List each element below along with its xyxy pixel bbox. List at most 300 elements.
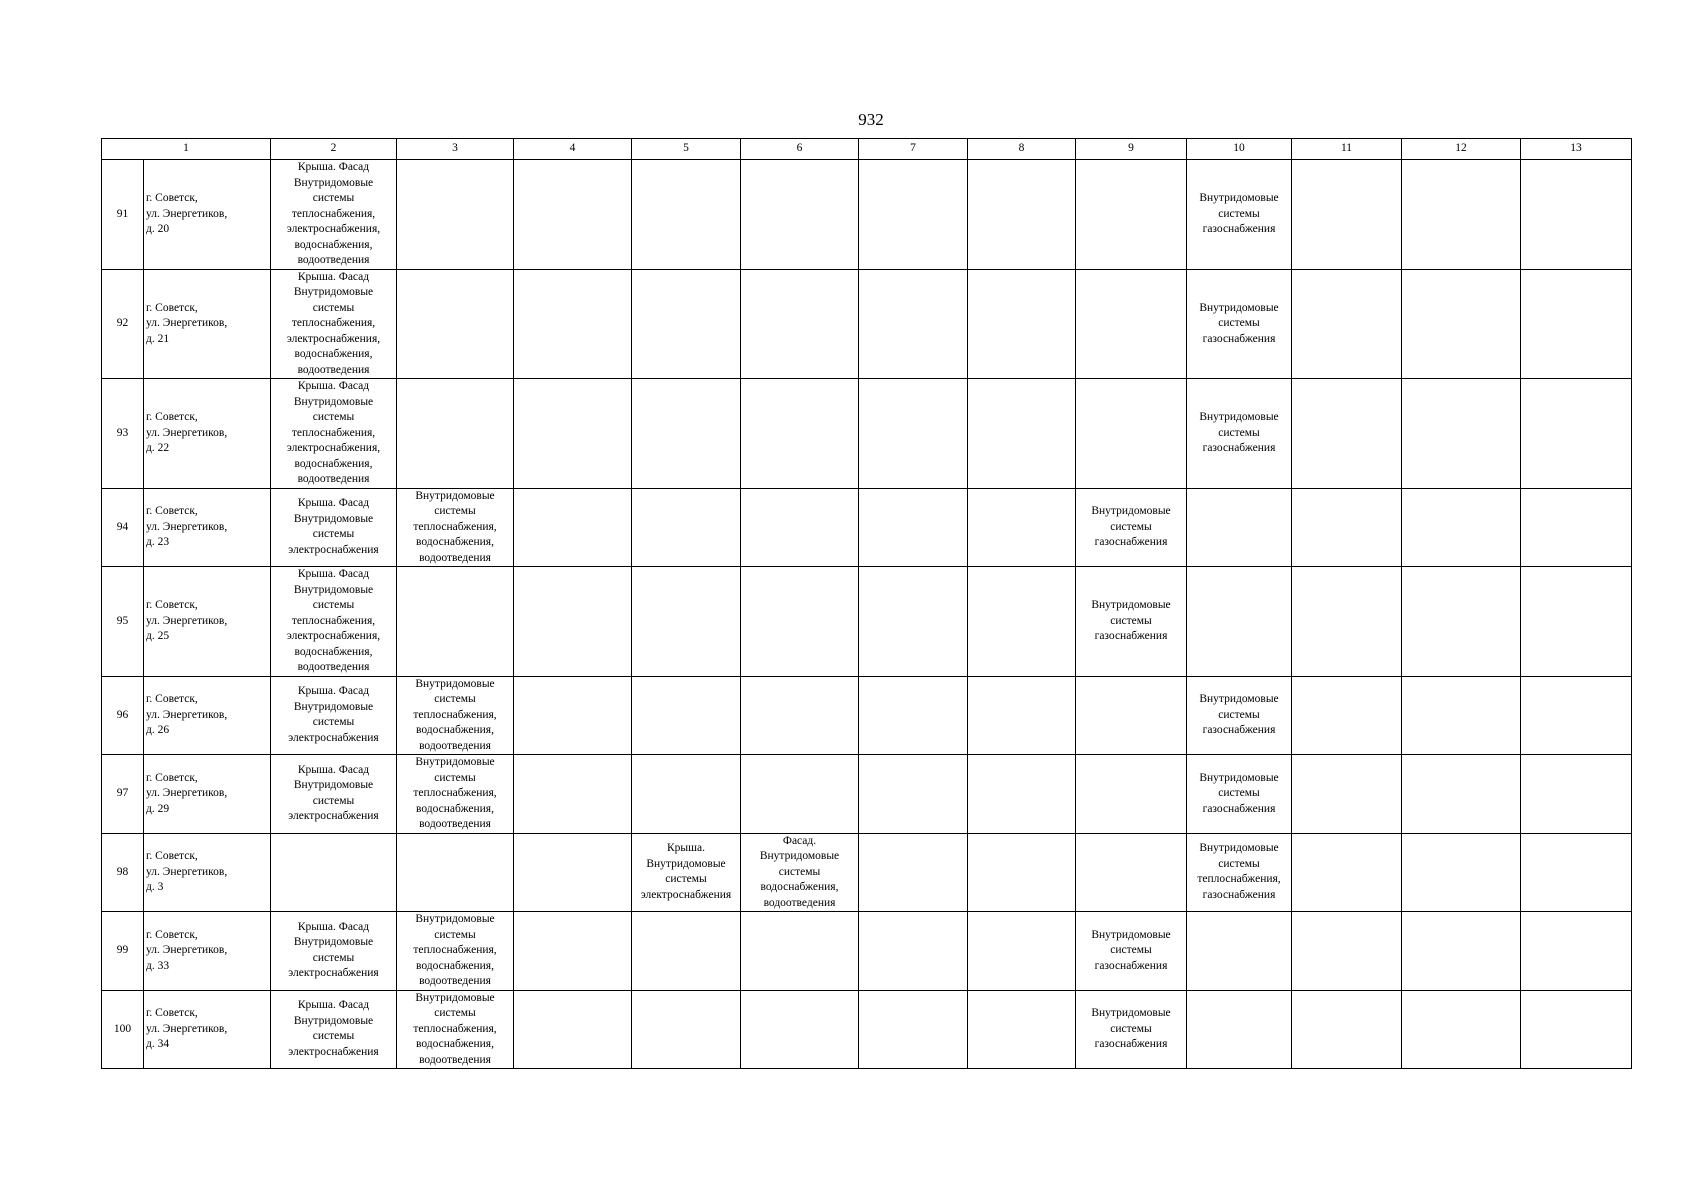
work-cell-col-7	[859, 990, 968, 1069]
work-cell-col-11	[1292, 833, 1402, 912]
work-cell-col-13	[1521, 379, 1632, 489]
work-cell-col-4	[514, 755, 632, 834]
work-text-line: водоотведения	[297, 661, 370, 673]
column-number-7: 7	[859, 139, 968, 160]
work-cell-col-7	[859, 676, 968, 755]
work-cell-col-5	[632, 990, 741, 1069]
work-cell-col-6	[741, 567, 859, 677]
address-line: ул. Энергетиков,	[146, 426, 228, 439]
work-text-line: водоотведения	[297, 254, 370, 266]
work-text-line: водоснабжения,	[294, 348, 373, 360]
address-line: ул. Энергетиков,	[146, 1022, 228, 1035]
repair-schedule-table	[101, 138, 1632, 1069]
work-text-line: Крыша. Фасад	[297, 920, 370, 933]
work-text-line: Внутридомовые	[293, 936, 374, 949]
work-text-line: Крыша. Фасад	[297, 999, 370, 1012]
work-cell-col-13	[1521, 912, 1632, 991]
work-cell-col-12	[1402, 160, 1521, 270]
work-text-line: водоснабжения,	[416, 1038, 494, 1050]
work-text-line: Внутридомовые	[1199, 842, 1279, 855]
column-number-8: 8	[968, 139, 1076, 160]
row-number: 93	[102, 379, 144, 489]
work-cell-col-6	[741, 269, 859, 379]
work-cell-col-6	[741, 833, 859, 912]
work-cell-col-8	[968, 833, 1076, 912]
work-cell-col-13	[1521, 567, 1632, 677]
work-text-line: водоотведения	[419, 551, 491, 564]
work-text-line: системы	[665, 873, 707, 886]
work-cell-col-2	[271, 755, 397, 834]
work-cell-col-7	[859, 833, 968, 912]
work-text-line: системы	[312, 716, 355, 729]
work-cell-col-9	[1076, 160, 1187, 270]
work-text-line: газоснабжения	[1202, 888, 1276, 901]
work-cell-col-2	[271, 912, 397, 991]
address-line: ул. Энергетиков,	[146, 614, 228, 627]
work-text-line: электроснабжения	[288, 967, 379, 980]
work-cell-col-3	[397, 833, 514, 912]
work-text-line: электроснабжения,	[286, 332, 381, 345]
work-cell-col-10	[1187, 160, 1292, 270]
address-line: г. Советск,	[146, 192, 198, 204]
address-cell	[144, 269, 271, 379]
work-text-line: электроснабжения	[640, 888, 732, 901]
work-text-line: теплоснабжения,	[1197, 873, 1281, 886]
work-text-line: теплоснабжения,	[413, 944, 497, 956]
work-cell-col-11	[1292, 755, 1402, 834]
work-text-line: Внутридомовые	[293, 512, 374, 525]
work-cell-col-2	[271, 567, 397, 677]
work-text-line: Крыша.	[667, 842, 705, 855]
address-cell	[144, 379, 271, 489]
work-text-line: электроснабжения	[288, 1045, 379, 1058]
work-cell-col-7	[859, 269, 968, 379]
work-text-line: водоотведения	[297, 473, 370, 485]
address-line: г. Советск,	[146, 1007, 198, 1019]
work-cell-col-12	[1402, 379, 1521, 489]
work-text-line: Внутридомовые	[1199, 771, 1279, 784]
work-text-line: газоснабжения	[1202, 802, 1276, 815]
column-number-3: 3	[397, 139, 514, 160]
work-text-line: Внутридомовые	[293, 1014, 374, 1027]
work-cell-col-10	[1187, 912, 1292, 991]
address-line: д. 21	[146, 332, 170, 345]
column-number-5: 5	[632, 139, 741, 160]
work-cell-col-8	[968, 567, 1076, 677]
table-row	[102, 379, 1632, 489]
address-line: ул. Энергетиков,	[146, 317, 228, 329]
work-text-line: Внутридомовые	[415, 756, 495, 768]
work-cell-col-10	[1187, 567, 1292, 677]
work-text-line: системы	[1110, 614, 1152, 627]
table-row	[102, 160, 1632, 270]
work-text-line: системы	[312, 1030, 355, 1043]
work-cell-col-8	[968, 912, 1076, 991]
work-text-line: системы	[312, 192, 355, 204]
work-text-line: водоснабжения,	[294, 238, 373, 251]
row-number: 92	[102, 269, 144, 379]
work-cell-col-13	[1521, 833, 1632, 912]
work-cell-col-3	[397, 160, 514, 270]
work-text-line: системы	[1218, 787, 1260, 799]
work-text-line: газоснабжения	[1202, 223, 1276, 235]
work-cell-col-2	[271, 160, 397, 270]
address-cell	[144, 676, 271, 755]
work-cell-col-11	[1292, 160, 1402, 270]
work-text-line: Внутридомовые	[1199, 192, 1279, 204]
column-number-1: 1	[102, 139, 271, 160]
work-cell-col-5	[632, 488, 741, 567]
address-line: ул. Энергетиков,	[146, 944, 228, 956]
work-cell-col-13	[1521, 160, 1632, 270]
work-text-line: Внутридомовые	[293, 700, 374, 713]
work-cell-col-4	[514, 160, 632, 270]
work-cell-col-4	[514, 912, 632, 991]
work-cell-col-7	[859, 755, 968, 834]
row-number: 91	[102, 160, 144, 270]
work-cell-col-6	[741, 160, 859, 270]
work-text-line: Крыша. Фасад	[297, 161, 370, 173]
work-text-line: Внутридомовые	[293, 395, 374, 408]
work-text-line: водоснабжения,	[294, 457, 373, 470]
work-text-line: газоснабжения	[1202, 724, 1276, 736]
work-cell-col-4	[514, 833, 632, 912]
work-cell-col-5	[632, 755, 741, 834]
work-text-line: Крыша. Фасад	[297, 380, 370, 392]
work-text-line: системы	[434, 928, 476, 941]
work-cell-col-6	[741, 379, 859, 489]
work-cell-col-2	[271, 269, 397, 379]
column-number-11: 11	[1292, 139, 1402, 160]
work-cell-col-12	[1402, 488, 1521, 567]
work-text-line: системы	[434, 1007, 476, 1019]
address-cell	[144, 488, 271, 567]
work-text-line: системы	[312, 411, 355, 423]
work-text-line: системы	[312, 599, 355, 611]
work-cell-col-11	[1292, 567, 1402, 677]
work-cell-col-7	[859, 160, 968, 270]
work-text-line: Крыша. Фасад	[297, 568, 370, 580]
work-text-line: Внутридомовые	[415, 991, 495, 1004]
work-cell-col-6	[741, 755, 859, 834]
column-number-6: 6	[741, 139, 859, 160]
work-cell-col-5	[632, 912, 741, 991]
work-cell-col-3	[397, 379, 514, 489]
address-cell	[144, 567, 271, 677]
work-text-line: теплоснабжения,	[413, 708, 497, 721]
work-cell-col-11	[1292, 676, 1402, 755]
work-text-line: Внутридомовые	[415, 489, 495, 502]
work-text-line: электроснабжения,	[286, 630, 381, 642]
work-cell-col-7	[859, 379, 968, 489]
work-cell-col-8	[968, 269, 1076, 379]
row-number: 99	[102, 912, 144, 991]
address-line: д. 33	[146, 959, 170, 972]
work-cell-col-5	[632, 676, 741, 755]
address-line: ул. Энергетиков,	[146, 207, 228, 220]
work-text-line: системы	[1218, 857, 1260, 870]
work-cell-col-5	[632, 269, 741, 379]
work-cell-col-8	[968, 379, 1076, 489]
work-cell-col-12	[1402, 567, 1521, 677]
work-text-line: водоснабжения,	[760, 881, 839, 893]
work-text-line: Внутридомовые	[1091, 505, 1171, 517]
work-cell-col-3	[397, 755, 514, 834]
table-row	[102, 269, 1632, 379]
work-text-line: водоотведения	[419, 818, 491, 830]
address-line: д. 22	[146, 442, 170, 454]
work-text-line: Внутридомовые	[415, 677, 495, 690]
work-text-line: системы	[312, 528, 355, 541]
work-text-line: Внутридомовые	[415, 913, 495, 925]
work-cell-col-3	[397, 269, 514, 379]
work-cell-col-10	[1187, 755, 1292, 834]
work-cell-col-4	[514, 379, 632, 489]
work-text-line: водоотведения	[297, 363, 370, 376]
work-cell-col-13	[1521, 488, 1632, 567]
work-cell-col-2	[271, 833, 397, 912]
work-cell-col-9	[1076, 676, 1187, 755]
work-cell-col-5	[632, 160, 741, 270]
work-cell-col-4	[514, 269, 632, 379]
work-cell-col-8	[968, 990, 1076, 1069]
address-line: д. 29	[146, 802, 170, 815]
work-text-line: Внутридомовые	[293, 779, 374, 792]
column-number-10: 10	[1187, 139, 1292, 160]
address-line: г. Советск,	[146, 771, 198, 784]
work-cell-col-3	[397, 488, 514, 567]
work-text-line: системы	[1218, 426, 1260, 439]
work-text-line: водоотведения	[763, 896, 836, 909]
work-text-line: Крыша. Фасад	[297, 270, 370, 283]
column-number-13: 13	[1521, 139, 1632, 160]
work-text-line: системы	[434, 693, 476, 705]
table-row	[102, 912, 1632, 991]
address-line: г. Советск,	[146, 693, 198, 705]
work-cell-col-8	[968, 676, 1076, 755]
work-text-line: водоотведения	[419, 975, 491, 987]
work-text-line: электроснабжения,	[286, 223, 381, 235]
work-text-line: газоснабжения	[1202, 332, 1276, 345]
address-line: г. Советск,	[146, 928, 198, 941]
work-text-line: Внутридомовые	[1091, 599, 1171, 611]
work-text-line: водоснабжения,	[416, 959, 494, 972]
work-cell-col-8	[968, 160, 1076, 270]
table-row	[102, 676, 1632, 755]
work-cell-col-4	[514, 488, 632, 567]
column-number-12: 12	[1402, 139, 1521, 160]
work-text-line: системы	[778, 865, 821, 878]
work-cell-col-12	[1402, 833, 1521, 912]
table-row	[102, 567, 1632, 677]
work-text-line: электроснабжения	[288, 731, 379, 744]
work-text-line: газоснабжения	[1094, 630, 1168, 642]
work-cell-col-6	[741, 912, 859, 991]
work-cell-col-8	[968, 488, 1076, 567]
address-line: д. 23	[146, 536, 170, 548]
work-cell-col-9	[1076, 488, 1187, 567]
work-text-line: Внутридомовые	[1199, 693, 1279, 705]
work-text-line: газоснабжения	[1094, 1038, 1168, 1050]
work-text-line: Внутридомовые	[759, 850, 840, 862]
table-row	[102, 755, 1632, 834]
row-number: 98	[102, 833, 144, 912]
row-number: 95	[102, 567, 144, 677]
row-number: 96	[102, 676, 144, 755]
work-text-line: теплоснабжения,	[291, 207, 376, 220]
address-line: ул. Энергетиков,	[146, 708, 228, 721]
work-text-line: газоснабжения	[1094, 536, 1168, 548]
work-text-line: системы	[1218, 207, 1260, 220]
address-line: г. Советск,	[146, 850, 198, 862]
work-cell-col-12	[1402, 755, 1521, 834]
work-text-line: водоснабжения,	[416, 802, 494, 815]
address-line: д. 20	[146, 223, 170, 235]
work-cell-col-5	[632, 833, 741, 912]
work-cell-col-12	[1402, 990, 1521, 1069]
work-text-line: системы	[434, 505, 476, 517]
address-line: д. 34	[146, 1038, 170, 1050]
work-cell-col-13	[1521, 990, 1632, 1069]
row-number: 97	[102, 755, 144, 834]
work-cell-col-2	[271, 676, 397, 755]
work-cell-col-9	[1076, 567, 1187, 677]
work-text-line: теплоснабжения,	[413, 787, 497, 799]
work-text-line: теплоснабжения,	[291, 317, 376, 329]
work-text-line: системы	[312, 951, 355, 964]
work-text-line: теплоснабжения,	[291, 614, 376, 627]
work-text-line: Крыша. Фасад	[297, 685, 370, 698]
address-cell	[144, 755, 271, 834]
work-cell-col-11	[1292, 990, 1402, 1069]
column-number-9: 9	[1076, 139, 1187, 160]
work-text-line: Внутридомовые	[1199, 411, 1279, 423]
work-text-line: газоснабжения	[1202, 442, 1276, 454]
work-text-line: системы	[1218, 708, 1260, 721]
work-cell-col-6	[741, 488, 859, 567]
work-cell-col-4	[514, 567, 632, 677]
work-cell-col-7	[859, 567, 968, 677]
work-cell-col-13	[1521, 755, 1632, 834]
work-cell-col-4	[514, 990, 632, 1069]
work-text-line: системы	[1110, 944, 1152, 956]
work-text-line: Фасад.	[782, 834, 817, 847]
column-number-row	[102, 139, 1632, 160]
work-text-line: водоснабжения,	[416, 724, 494, 736]
address-cell	[144, 160, 271, 270]
work-cell-col-10	[1187, 833, 1292, 912]
work-cell-col-11	[1292, 379, 1402, 489]
work-cell-col-10	[1187, 676, 1292, 755]
work-cell-col-9	[1076, 912, 1187, 991]
work-text-line: Внутридомовые	[293, 583, 374, 596]
work-cell-col-12	[1402, 676, 1521, 755]
work-text-line: системы	[312, 301, 355, 314]
work-text-line: Внутридомовые	[293, 286, 374, 298]
work-cell-col-7	[859, 912, 968, 991]
work-cell-col-9	[1076, 379, 1187, 489]
work-cell-col-9	[1076, 755, 1187, 834]
column-number-2: 2	[271, 139, 397, 160]
work-cell-col-10	[1187, 990, 1292, 1069]
work-text-line: газоснабжения	[1094, 959, 1168, 972]
work-cell-col-11	[1292, 488, 1402, 567]
address-cell	[144, 912, 271, 991]
work-cell-col-2	[271, 488, 397, 567]
column-number-4: 4	[514, 139, 632, 160]
work-text-line: Внутридомовые	[646, 857, 726, 870]
table-row	[102, 833, 1632, 912]
address-line: г. Советск,	[146, 411, 198, 423]
work-cell-col-10	[1187, 269, 1292, 379]
work-cell-col-11	[1292, 912, 1402, 991]
table-row	[102, 990, 1632, 1069]
work-cell-col-8	[968, 755, 1076, 834]
work-text-line: водоснабжения,	[294, 645, 373, 658]
work-cell-col-11	[1292, 269, 1402, 379]
address-line: д. 3	[146, 881, 164, 893]
address-line: г. Советск,	[146, 505, 198, 517]
work-cell-col-12	[1402, 269, 1521, 379]
work-text-line: Внутридомовые	[1091, 928, 1171, 941]
page-number: 932	[858, 110, 884, 129]
table-row	[102, 488, 1632, 567]
work-text-line: Внутридомовые	[1199, 301, 1279, 314]
work-text-line: системы	[1110, 520, 1152, 533]
row-number: 100	[102, 990, 144, 1069]
work-text-line: теплоснабжения,	[291, 426, 376, 439]
work-cell-col-2	[271, 379, 397, 489]
work-cell-col-10	[1187, 379, 1292, 489]
work-text-line: теплоснабжения,	[413, 1022, 497, 1035]
address-line: ул. Энергетиков,	[146, 787, 228, 799]
address-line: г. Советск,	[146, 301, 198, 314]
work-text-line: Крыша. Фасад	[297, 763, 370, 776]
work-cell-col-6	[741, 990, 859, 1069]
work-cell-col-3	[397, 676, 514, 755]
work-cell-col-7	[859, 488, 968, 567]
address-line: д. 26	[146, 724, 170, 736]
address-line: д. 25	[146, 630, 170, 642]
work-text-line: электроснабжения	[288, 543, 379, 556]
work-text-line: системы	[434, 771, 476, 784]
work-cell-col-3	[397, 990, 514, 1069]
work-text-line: системы	[1110, 1022, 1152, 1035]
address-line: ул. Энергетиков,	[146, 520, 228, 533]
work-cell-col-6	[741, 676, 859, 755]
work-cell-col-5	[632, 379, 741, 489]
work-text-line: Внутридомовые	[293, 176, 374, 189]
work-text-line: водоснабжения,	[416, 536, 494, 548]
address-line: г. Советск,	[146, 599, 198, 611]
work-text-line: электроснабжения	[288, 810, 379, 823]
work-text-line: Крыша. Фасад	[297, 497, 370, 510]
work-text-line: электроснабжения,	[286, 442, 381, 454]
work-cell-col-9	[1076, 833, 1187, 912]
work-cell-col-3	[397, 567, 514, 677]
work-cell-col-2	[271, 990, 397, 1069]
work-cell-col-4	[514, 676, 632, 755]
work-cell-col-3	[397, 912, 514, 991]
address-cell	[144, 990, 271, 1069]
address-line: ул. Энергетиков,	[146, 865, 228, 878]
work-text-line: Внутридомовые	[1091, 1007, 1171, 1019]
address-cell	[144, 833, 271, 912]
work-text-line: водоотведения	[419, 739, 491, 752]
work-cell-col-10	[1187, 488, 1292, 567]
work-cell-col-9	[1076, 990, 1187, 1069]
work-cell-col-12	[1402, 912, 1521, 991]
